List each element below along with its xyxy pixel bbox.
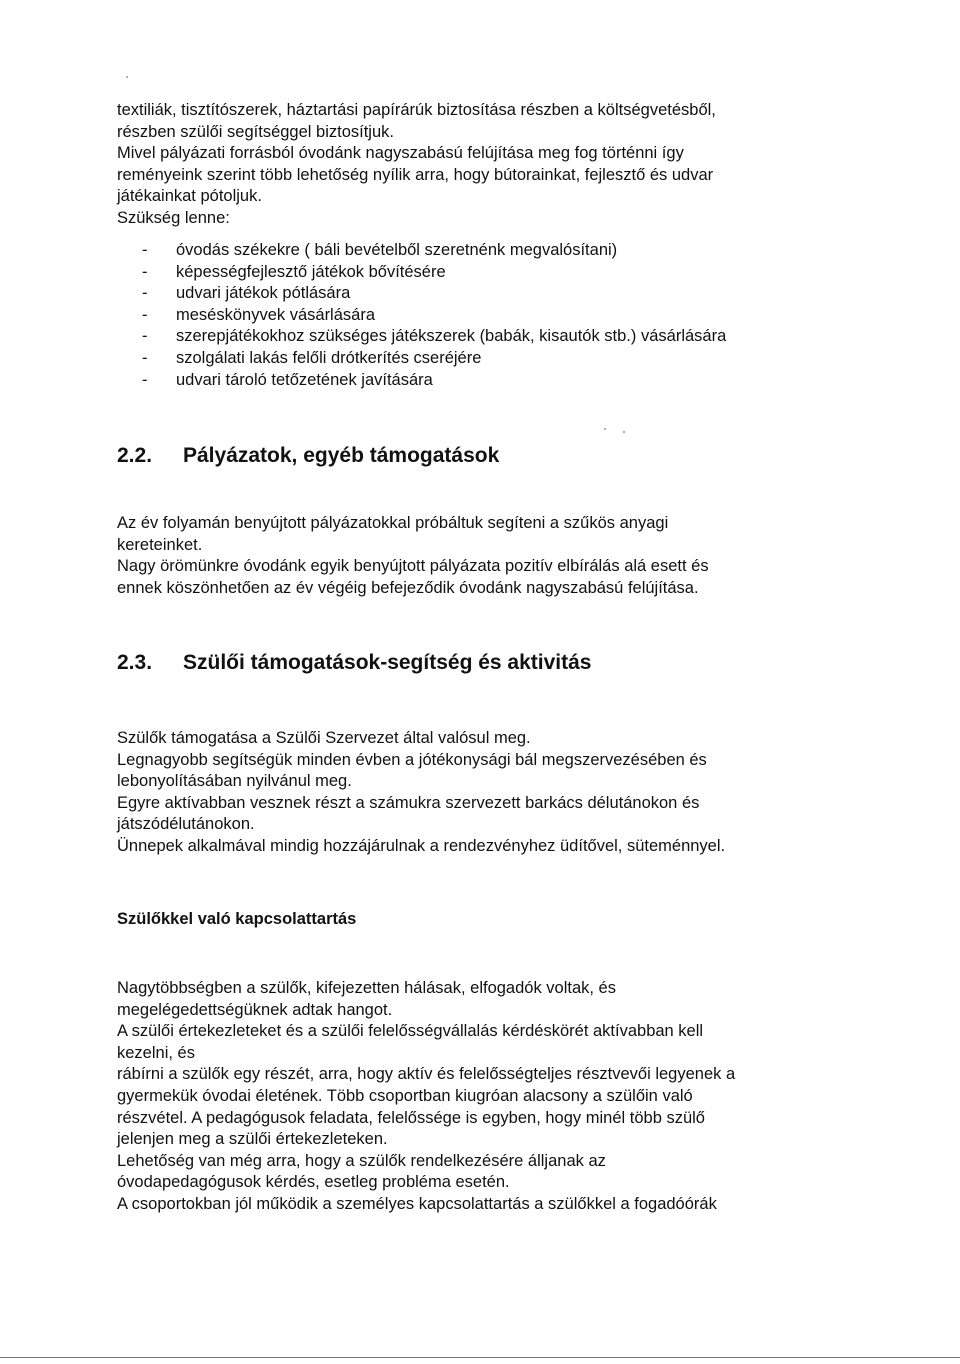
section-heading-2-2: [117, 443, 499, 469]
intro-line: részben szülői segítséggel biztosítjuk.: [117, 122, 394, 141]
paragraph-line: játszódélutánokon.: [117, 815, 255, 834]
intro-line: játékainkat pótoljuk.: [117, 187, 262, 206]
paragraph-line: Nagy örömünkre óvodánk egyik benyújtott pályázata pozitív elbírálás alá esett és: [117, 557, 709, 576]
paragraph-line: Lehetőség van még arra, hogy a szülők rendelkezésére álljanak az: [117, 1151, 606, 1170]
paragraph-line: lebonyolításában nyilvánul meg.: [117, 772, 352, 791]
paragraph-line: Az év folyamán benyújtott pályázatokkal próbáltuk segíteni a szűkös anyagi: [117, 514, 669, 532]
intro-line: reményeink szerint több lehetőség nyílik arra, hogy bútorainkat, fejlesztő és udvar: [117, 165, 714, 184]
scan-speck: [604, 428, 606, 430]
intro-line: textiliák, tisztítószerek, háztartási papírárúk biztosítása részben a költségvetésből,: [117, 101, 716, 119]
list-item: - udvari játékok pótlására: [142, 283, 862, 305]
paragraph-line: kereteinket.: [117, 535, 203, 554]
contact-paragraph: [117, 978, 857, 1216]
section-title: Szülői támogatások-segítség és aktivitás: [183, 651, 592, 674]
paragraph-line: A csoportokban jól működik a személyes kapcsolattartás a szülőkkel a fogadóórák: [117, 1194, 717, 1213]
contact-subheading: Szülőkkel való kapcsolattartás: [117, 910, 357, 928]
paragraph-line: Nagytöbbségben a szülők, kifejezetten hálásak, elfogadók voltak, és: [117, 979, 616, 997]
section-heading-2-3: [117, 650, 591, 676]
scan-speck: [126, 76, 128, 78]
paragraph-line: Szülők támogatása a Szülői Szervezet által valósul meg.: [117, 729, 531, 747]
scan-speck: [623, 431, 625, 433]
needs-list: [142, 240, 862, 391]
list-item: - meséskönyvek vásárlására: [142, 305, 862, 327]
intro-line: Szükség lenne:: [117, 208, 230, 227]
paragraph-line: kezelni, és: [117, 1043, 195, 1062]
paragraph-line: Legnagyobb segítségük minden évben a jótékonysági bál megszervezésében és: [117, 750, 707, 769]
section-2-2-paragraph: [117, 513, 857, 599]
list-item: - óvodás székekre ( báli bevételből szeretnénk megvalósítani): [142, 240, 862, 262]
section-2-3-paragraph: [117, 728, 857, 858]
paragraph-line: óvodapedagógusok kérdés, esetleg probléma esetén.: [117, 1173, 510, 1192]
list-item: - szerepjátékokhoz szükséges játékszerek (babák, kisautók stb.) vásárlására: [142, 326, 862, 348]
paragraph-line: gyermekük óvodai életének. Több csoportban kiugróan alacsony a szülőin való: [117, 1086, 693, 1105]
intro-line: Mivel pályázati forrásból óvodánk nagyszabású felújítása meg fog történni így: [117, 144, 684, 163]
section-number: 2.2.: [117, 444, 153, 467]
list-item: - szolgálati lakás felőli drótkerítés cseréjére: [142, 348, 862, 370]
paragraph-line: jelenjen meg a szülői értekezleteken.: [117, 1130, 388, 1149]
paragraph-line: ennek köszönhetően az év végéig befejeződik óvodánk nagyszabású felújítása.: [117, 578, 699, 597]
intro-paragraph: [117, 100, 857, 230]
paragraph-line: részvétel. A pedagógusok feladata, felelőssége is egyben, hogy minél több szülő: [117, 1108, 705, 1127]
paragraph-line: A szülői értekezleteket és a szülői felelősségvállalás kérdéskörét aktívabban kell: [117, 1022, 704, 1041]
list-item: - udvari tároló tetőzetének javítására: [142, 370, 862, 392]
paragraph-line: Egyre aktívabban vesznek részt a számukra szervezett barkács délutánokon és: [117, 793, 700, 812]
paragraph-line: megelégedettségüknek adtak hangot.: [117, 1000, 393, 1019]
paragraph-line: Ünnepek alkalmával mindig hozzájárulnak a rendezvényhez üdítővel, süteménnyel.: [117, 836, 726, 855]
section-title: Pályázatok, egyéb támogatások: [183, 444, 500, 467]
section-number: 2.3.: [117, 651, 153, 674]
page-bottom-rule: [0, 1357, 960, 1358]
list-item: - képességfejlesztő játékok bővítésére: [142, 262, 862, 284]
paragraph-line: rábírni a szülők egy részét, arra, hogy aktív és felelősségteljes résztvevői legyenek a: [117, 1065, 736, 1084]
